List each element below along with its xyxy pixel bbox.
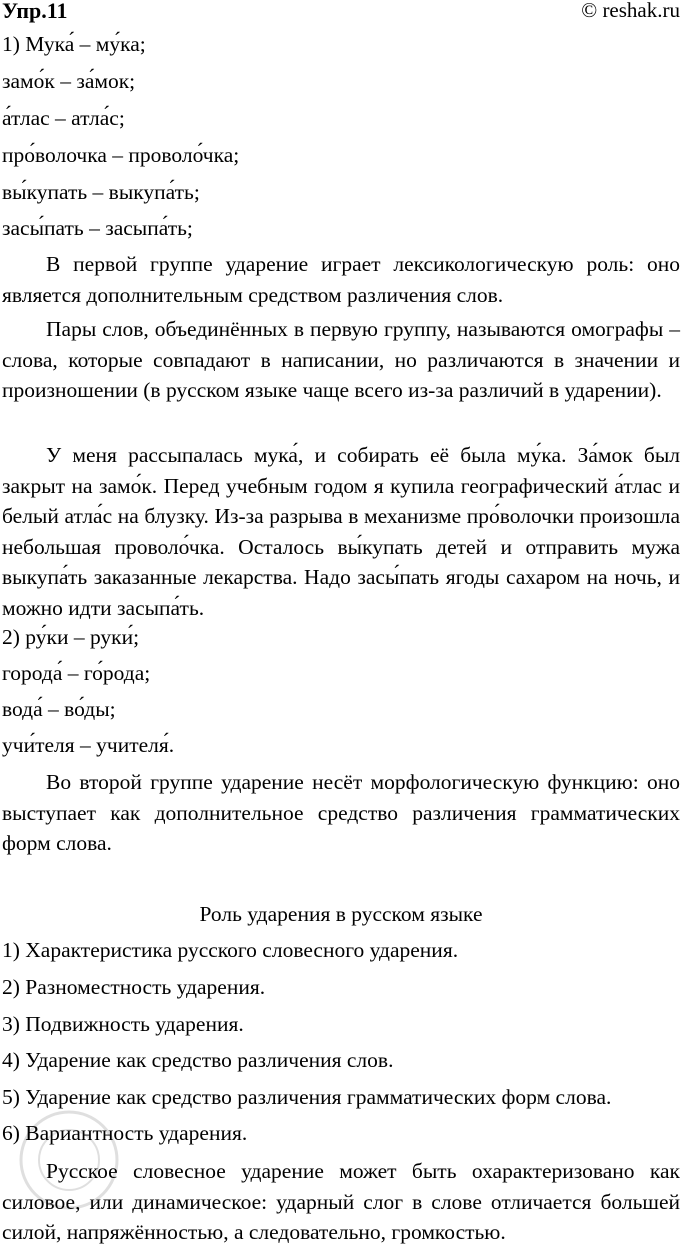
word-pair: 2) ру́ки – руки́; bbox=[2, 625, 140, 649]
exercise-title: Упр.11 bbox=[2, 0, 68, 23]
header bbox=[2, 0, 680, 26]
paragraph-morphological-role: Во второй группе ударение несёт морфологическую функцию: оно выступает как дополнительное средство различения грамматических форм слова. bbox=[2, 770, 680, 855]
word-pair: замо́к – за́мок; bbox=[2, 69, 136, 93]
outline-item: 1) Характеристика русского словесного ударения. bbox=[2, 938, 459, 962]
word-pair: вы́купать – выкупа́ть; bbox=[2, 180, 200, 204]
outline-item: 2) Разноместность ударения. bbox=[2, 975, 266, 999]
word-pair: города́ – го́рода; bbox=[2, 661, 151, 685]
word-pair: засы́пать – засыпа́ть; bbox=[2, 216, 193, 240]
paragraph-examples: У меня рассыпалась мука́, и собирать её была му́ка. За́мок был закрыт на замо́к. Перед учебным годом я купила географический а́тлас и белый атла́с на блузку. Из-за разрыва в механизме про́волочки произошла небольшая проволо́чка. Осталось вы́купать детей и отправить мужа выкупа́ть заказанные лекарства. Надо засы́пать ягоды сахаром на ночь, и можно идти засыпа́ть. bbox=[2, 443, 680, 620]
outline-title: Роль ударения в русском языке bbox=[199, 902, 483, 926]
outline-item: 3) Подвижность ударения. bbox=[2, 1012, 244, 1036]
outline-item: 6) Вариантность ударения. bbox=[2, 1121, 248, 1145]
paragraph-lexical-role: В первой группе ударение играет лексикологическую роль: оно является дополнительным средством различения слов. bbox=[2, 252, 680, 307]
word-pair: вода́ – во́ды; bbox=[2, 697, 116, 721]
word-pair: учи́теля – учителя́. bbox=[2, 733, 175, 757]
word-pair: а́тлас – атла́с; bbox=[2, 106, 125, 130]
paragraph-homographs: Пары слов, объединённых в первую группу, называются омографы – слова, которые совпадают в написании, но различаются в значении и произношении (в русском языке чаще всего из-за различий в ударении). bbox=[2, 317, 680, 402]
copyright-label: © reshak.ru bbox=[581, 0, 680, 22]
outline-item: 5) Ударение как средство различения грамматических форм слова. bbox=[2, 1085, 612, 1109]
paragraph-dynamic-stress: Русское словесное ударение может быть охарактеризовано как силовое, или динамическое: ударный слог в слове отличается большей силой, напряжённостью, а следовательно, громкостью. bbox=[2, 1159, 680, 1244]
word-pair: про́волочка – проволо́чка; bbox=[2, 143, 240, 167]
word-pair: 1) Мука́ – му́ка; bbox=[2, 32, 146, 56]
outline-item: 4) Ударение как средство различения слов. bbox=[2, 1048, 394, 1072]
